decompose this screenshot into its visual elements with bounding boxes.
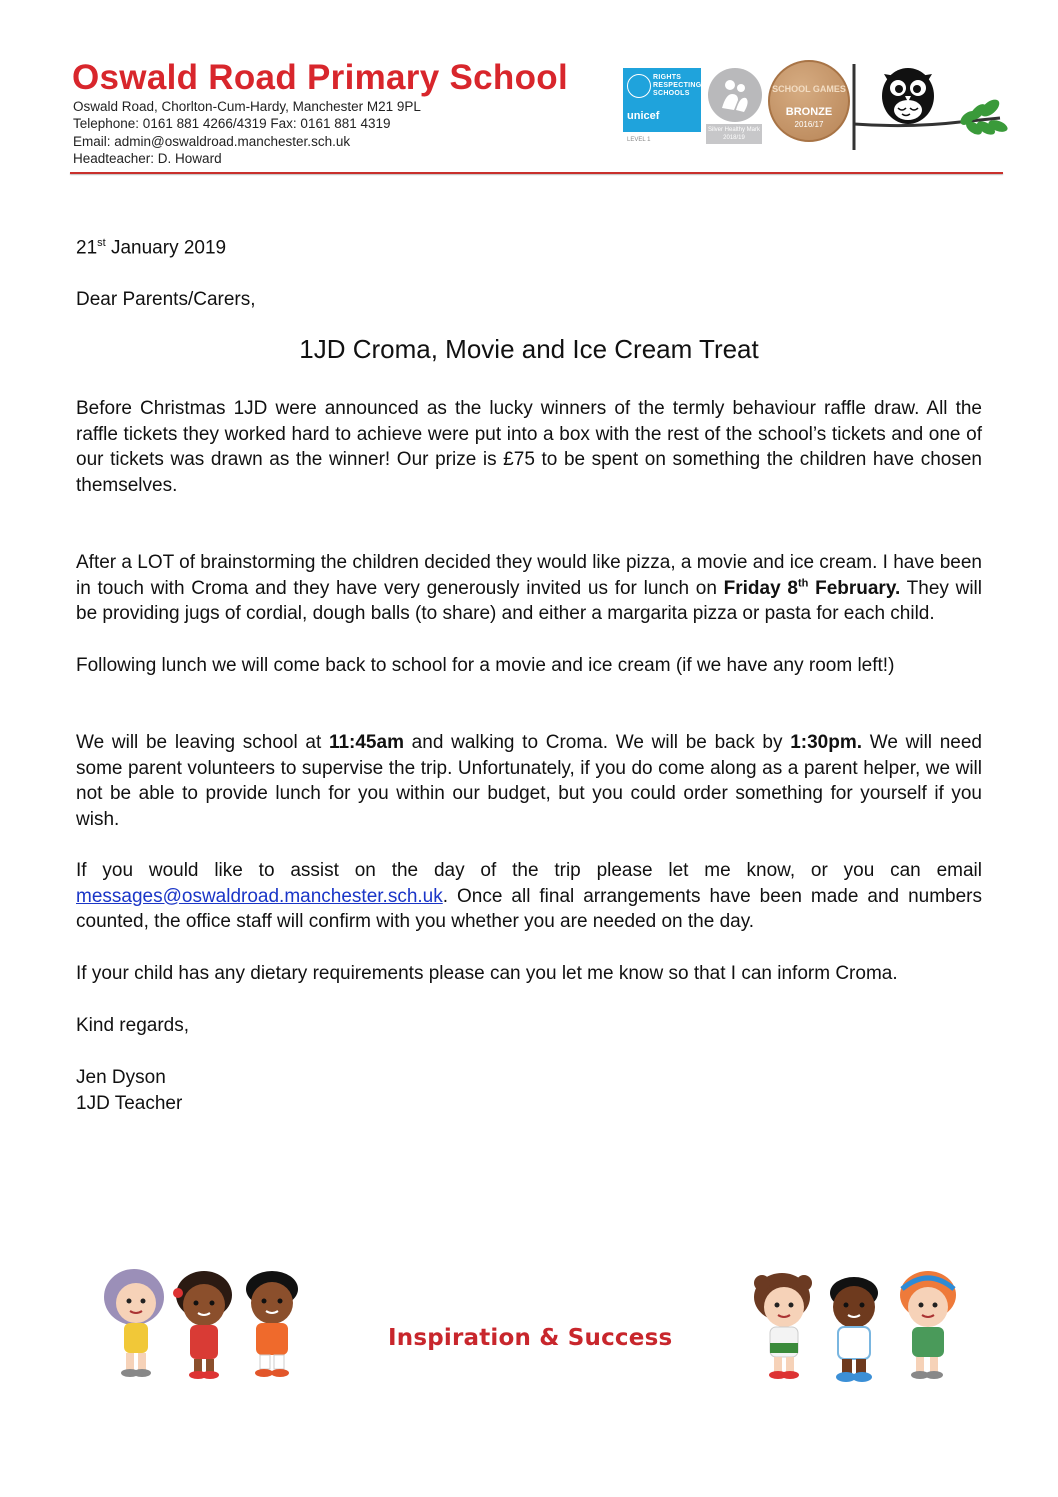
- email-link[interactable]: messages@oswaldroad.manchester.sch.uk: [76, 885, 443, 907]
- paragraph-movie: Following lunch we will come back to school for a movie and ice cream (if we have any room left!): [76, 655, 895, 676]
- salutation: Dear Parents/Carers,: [76, 289, 256, 310]
- contact-block: [73, 98, 421, 167]
- rights-logo-text: RIGHTS RESPECTING SCHOOLS: [653, 74, 702, 97]
- healthy-mark-text: Silver Healthy Mark 2018/19: [706, 124, 762, 144]
- school-games-bronze-badge: [768, 60, 850, 142]
- school-address: Oswald Road, Chorlton-Cum-Hardy, Manchester M21 9PL: [73, 99, 421, 114]
- paragraph-dietary: If your child has any dietary requirements please can you let me know so that I can inform Croma.: [76, 963, 898, 984]
- signature: [76, 1065, 182, 1116]
- unicef-logo-text: unicef: [627, 110, 660, 122]
- letter-date: 21st January 2019: [76, 237, 227, 259]
- children-illustration-left: [96, 1265, 312, 1385]
- school-email: Email: admin@oswaldroad.manchester.sch.uk: [73, 133, 351, 149]
- paragraph-raffle: Before Christmas 1JD were announced as the lucky winners of the termly behaviour raffle draw. All the raffle tickets they worked hard to achieve were put into a box with the rest of the school’s tickets and one of our tickets was drawn as the winner! Our prize is £75 to be spent on something the children have chosen themselves.: [76, 398, 982, 496]
- paragraph-volunteer: If you would like to assist on the day of the trip please let me know, or you can email messages@oswaldroad.manchester.sch.uk. Once all final arrangements have been made and numbers counted, the office staff will confirm with you whether you are needed on the day.: [76, 860, 982, 933]
- family-figures-icon: [708, 68, 762, 122]
- headteacher: Headteacher: D. Howard: [73, 150, 222, 166]
- globe-icon: [627, 74, 651, 98]
- school-phone: Telephone: 0161 881 4266/4319 Fax: 0161 881 4319: [73, 116, 391, 132]
- school-name: Oswald Road Primary School: [72, 58, 568, 97]
- games-badge-level: BRONZE: [785, 106, 833, 118]
- header-divider: [70, 172, 1003, 174]
- rights-respecting-schools-logo: [623, 68, 701, 132]
- paragraph-times: We will be leaving school at 11:45am and walking to Croma. We will be back by 1:30pm. We will need some parent volunteers to supervise the trip. Unfortunately, if you do come along as a parent helper, we will not be able to provide lunch for you within our budget, but you could order something for yourself if you wish.: [76, 732, 982, 830]
- school-motto: Inspiration & Success: [388, 1325, 673, 1351]
- paragraph-lunch: After a LOT of brainstorming the children decided they would like pizza, a movie and ice cream. I have been in touch with Croma and they have very generously invited us for lunch on Friday 8th February. They will be providing jugs of cordial, dough balls (to share) and either a margarita pizza or pasta for each child.: [76, 552, 983, 625]
- owl-logo-icon: [850, 62, 1010, 156]
- signature-name: Jen Dyson: [76, 1067, 166, 1088]
- games-badge-title: SCHOOL GAMES: [772, 84, 846, 94]
- rights-level-text: LEVEL 1: [627, 137, 651, 143]
- games-badge-year: 2016/17: [794, 120, 824, 129]
- closing: Kind regards,: [76, 1015, 190, 1036]
- letter-title: 1JD Croma, Movie and Ice Cream Treat: [299, 334, 759, 364]
- children-illustration-right: [748, 1267, 966, 1389]
- signature-role: 1JD Teacher: [76, 1092, 183, 1114]
- healthy-schools-logo: [708, 68, 762, 122]
